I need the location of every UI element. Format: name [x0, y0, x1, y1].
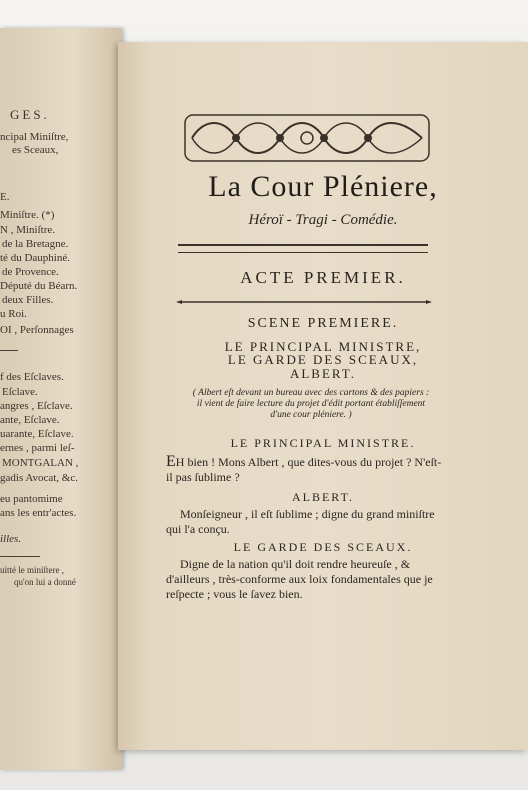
arrow-rule-divider [176, 300, 432, 304]
left-line: de Provence. [2, 266, 59, 278]
left-line: Eſclave. [2, 386, 38, 398]
left-line: MONTGALAN , [2, 457, 79, 469]
stage-direction: ( Albert eſt devant un bureau avec des cartons & des papiers : il vient de faire lecture du projet d'édit portant établiſſement d'une cour pléniere. ) [192, 388, 430, 420]
dialogue-text: Monſeigneur , il eſt ſublime ; digne du grand miniſtre qui l'a conçu. [166, 507, 435, 536]
left-line: E. [0, 191, 10, 203]
act-heading: ACTE PREMIER. [240, 268, 406, 287]
fleuron-band-ornament-icon [184, 114, 430, 162]
left-line: Miniſtre. (*) [0, 209, 55, 221]
left-line: té du Dauphiné. [0, 252, 70, 264]
left-line: eu pantomime [0, 493, 63, 505]
left-line: de la Bretagne. [2, 238, 69, 250]
left-heading: GES. [10, 107, 50, 122]
page-subtitle: Héroï - Tragi - Comédie. [248, 212, 398, 228]
speaker-name: LE PRINCIPAL MINISTRE. [230, 436, 416, 450]
left-line: N , Miniſtre. [0, 224, 55, 236]
left-line: ans les entr'actes. [0, 507, 77, 519]
scene-heading: SCENE PREMIERE. [247, 316, 399, 331]
left-line: ante, Eſclave. [0, 414, 60, 426]
cast-line: LE GARDE DES SCEAUX, [227, 352, 419, 367]
left-page [0, 28, 122, 770]
title-double-rule [178, 244, 428, 253]
cast-line: ALBERT. [289, 366, 357, 381]
left-footnote-rule [0, 556, 40, 557]
left-line: u Roi. [0, 308, 27, 320]
speaker-name: ALBERT. [291, 490, 355, 504]
left-line: ernes , parmi leſ- [0, 442, 75, 454]
left-rule [0, 350, 18, 351]
left-line: uarante, Eſclave. [0, 428, 74, 440]
speaker-name: LE GARDE DES SCEAUX. [233, 540, 413, 554]
cast-line: LE PRINCIPAL MINISTRE, [224, 339, 422, 354]
dialogue-line: H bien ! Mons Albert , que dites-vous du projet ? N'eſt-il pas ſublime ? [166, 455, 442, 484]
dialogue-text: Digne de la nation qu'il doit rendre heureuſe , & d'ailleurs , très-conforme aux loix fondamentales que je reſpecte ; vous le ſavez bien. [166, 557, 433, 601]
left-line: f des Eſclaves. [0, 371, 64, 383]
left-line: OI , Perſonnages [0, 324, 74, 336]
left-line: Député du Béarn. [0, 280, 78, 292]
left-footnote: uitté le miniſtere , [0, 565, 64, 575]
right-page [118, 42, 528, 750]
left-line: deux Filles. [2, 294, 54, 306]
dialogue-text [166, 454, 442, 485]
left-line: gadis Avocat, &c. [0, 472, 78, 484]
left-line: es Sceaux, [12, 144, 59, 156]
dropcap: E [166, 453, 176, 470]
page-title: La Cour Pléniere, [208, 170, 438, 203]
left-line: illes. [0, 533, 22, 545]
left-footnote: qu'on lui a donné [14, 577, 76, 587]
left-line: angres , Eſclave. [0, 400, 73, 412]
left-line: ncipal Miniſtre, [0, 131, 69, 143]
